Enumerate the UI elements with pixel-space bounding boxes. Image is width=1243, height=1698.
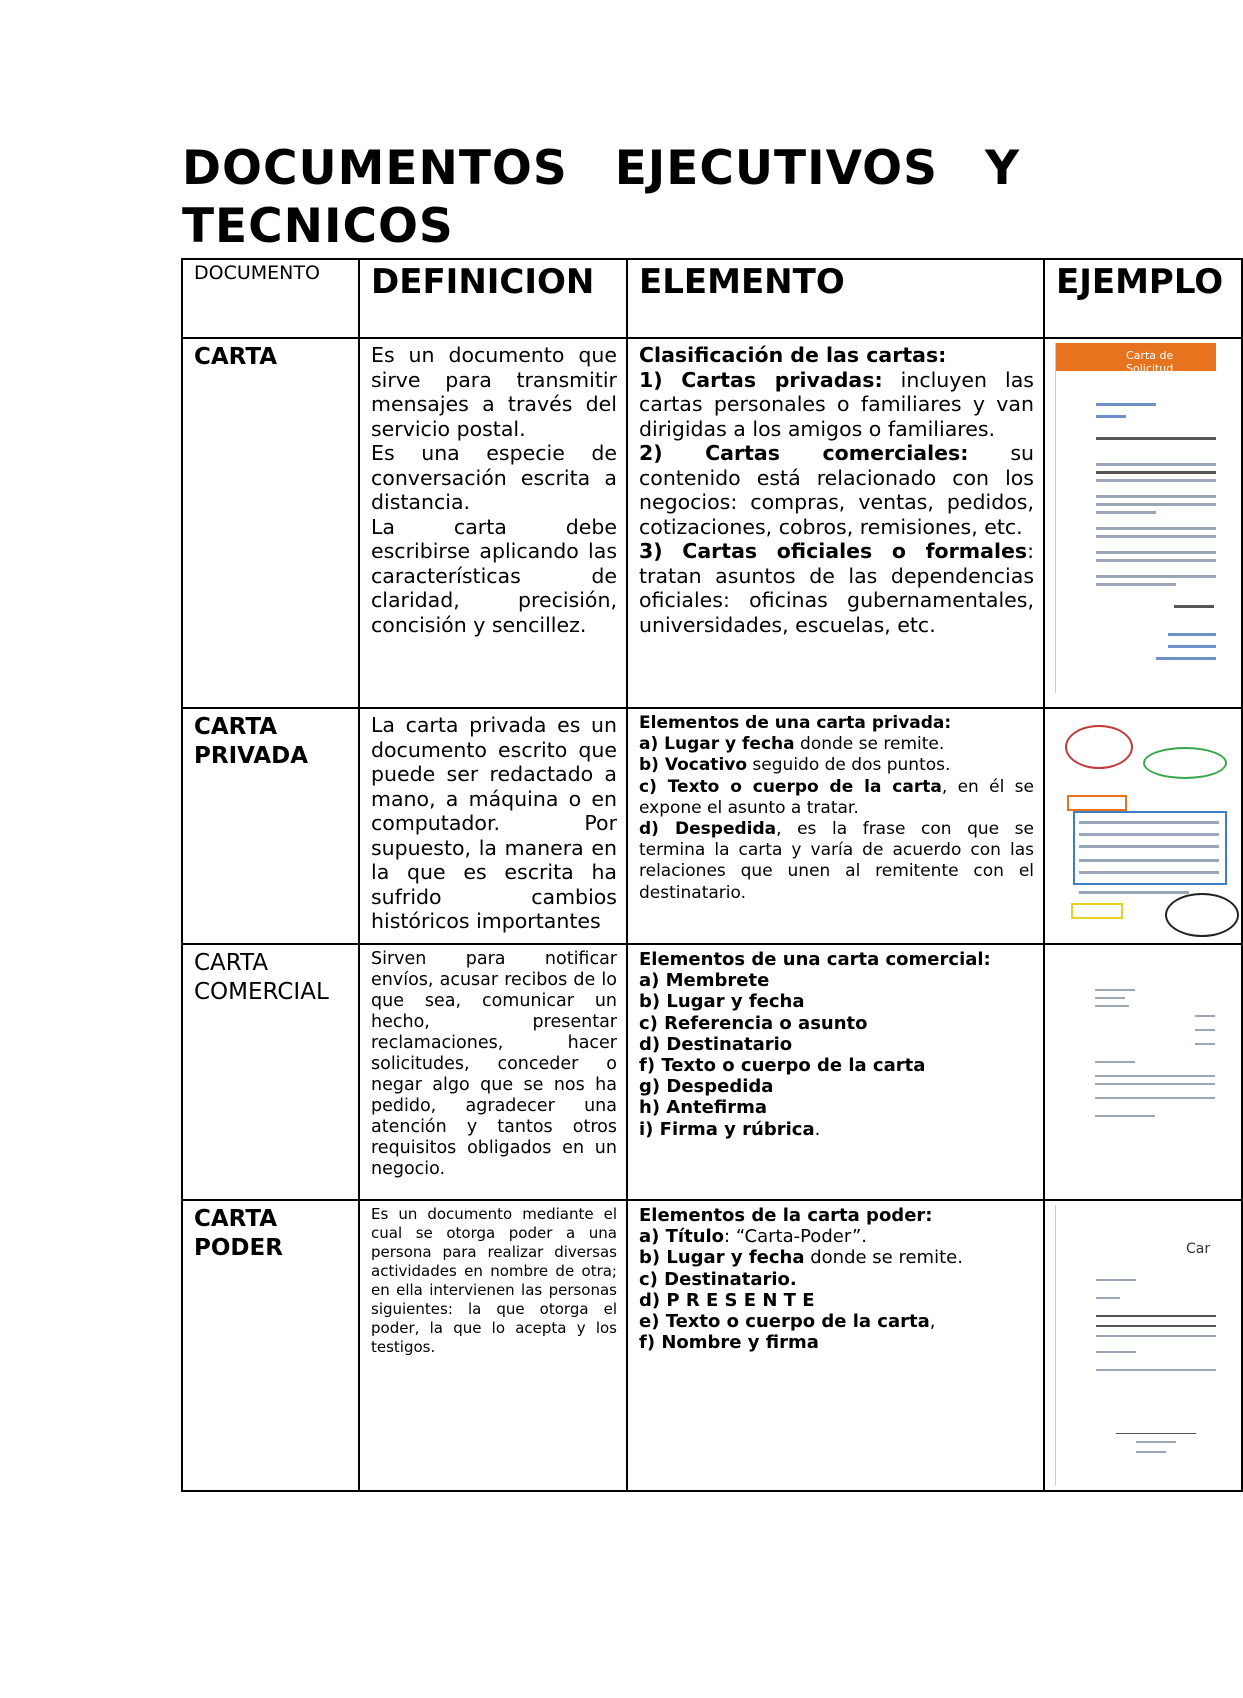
definition-paragraph: Sirven para notificar envíos, acusar recibos de lo que sea, comunicar un hecho, presentar reclamaciones, hacer solicitudes, conceder o negar algo que se nos ha pedido, agradecer una atención y tantos otros requisitos obligados en un negocio. [371, 949, 617, 1179]
element-item: c) Referencia o asunto [639, 1012, 868, 1034]
element-item: d) P R E S E N T E [639, 1289, 815, 1311]
element-item: b) Vocativo seguido de dos puntos. [639, 755, 951, 776]
element-item: 2) Cartas comerciales: su contenido está relacionado con los negocios: compras, ventas, pedidos, cotizaciones, cobros, remisiones, etc. [639, 441, 1034, 539]
row-elements [627, 338, 1044, 708]
elements-heading: Clasificación de las cartas: [639, 343, 947, 367]
element-item: b) Lugar y fecha [639, 991, 805, 1013]
row-example [1044, 708, 1242, 944]
element-item: a) Lugar y fecha donde se remite. [639, 734, 945, 755]
row-document-name: CARTA [182, 338, 359, 708]
table-row [182, 1200, 1242, 1491]
header-ejemplo: EJEMPLO [1044, 259, 1242, 338]
row-definition [359, 338, 627, 708]
documents-table [181, 258, 1243, 1492]
element-item: d) Despedida, es la frase con que se termina la carta y varía de acuerdo con las relaciones que unen al remitente con el destinatario. [639, 819, 1034, 903]
row-document-name: CARTA PODER [182, 1200, 359, 1491]
row-example [1044, 944, 1242, 1200]
element-item: a) Título: “Carta-Poder”. [639, 1226, 868, 1248]
row-definition [359, 1200, 627, 1491]
title-word: DOCUMENTOS [182, 141, 568, 196]
row-definition [359, 944, 627, 1200]
element-item: i) Firma y rúbrica. [639, 1118, 821, 1140]
row-document-name: CARTA COMERCIAL [182, 944, 359, 1200]
definition-paragraph: Es un documento mediante el cual se otorga poder a una persona para realizar diversas actividades en nombre de otra; en ella intervienen las personas siguientes: la que otorga el poder, la que lo acepta y los testigos. [371, 1205, 617, 1356]
table-row [182, 338, 1242, 708]
example-letter-image [1055, 343, 1216, 693]
element-item: 3) Cartas oficiales o formales: tratan asuntos de las dependencias oficiales: oficinas gubernamentales, universidades, escuelas, etc. [639, 539, 1034, 637]
page-title [182, 140, 1020, 256]
element-item: b) Lugar y fecha donde se remite. [639, 1247, 963, 1269]
example-letter-image [1055, 949, 1215, 1195]
element-item: 1) Cartas privadas: incluyen las cartas personales o familiares y van dirigidas a los amigos o familiares. [639, 367, 1034, 441]
element-item: a) Membrete [639, 970, 770, 992]
example-letter-image [1055, 713, 1215, 939]
element-item: e) Texto o cuerpo de la carta, [639, 1311, 936, 1333]
example-letter-title: Carta de Solicitud [1056, 343, 1216, 371]
element-item: c) Texto o cuerpo de la carta, en él se expone el asunto a tratar. [639, 776, 1034, 818]
elements-heading: Elementos de una carta comercial: [639, 949, 991, 970]
elements-heading: Elementos de la carta poder: [639, 1205, 933, 1226]
table-row [182, 708, 1242, 944]
row-example [1044, 338, 1242, 708]
header-documento: DOCUMENTO [182, 259, 359, 338]
title-word: Y [984, 141, 1020, 196]
header-definicion: DEFINICION [359, 259, 627, 338]
header-elemento: ELEMENTO [627, 259, 1044, 338]
title-word: EJECUTIVOS [614, 141, 938, 196]
title-word: TECNICOS [182, 199, 454, 254]
element-item: g) Despedida [639, 1076, 774, 1098]
row-document-name: CARTA PRIVADA [182, 708, 359, 944]
table-header-row [182, 259, 1242, 338]
element-item: c) Destinatario. [639, 1268, 797, 1290]
row-elements [627, 708, 1044, 944]
example-letter-image [1055, 1205, 1216, 1486]
element-item: h) Antefirma [639, 1097, 767, 1119]
row-example [1044, 1200, 1242, 1491]
definition-paragraph: Es una especie de conversación escrita a distancia. [371, 441, 617, 514]
example-letter-title: Car [1186, 1241, 1211, 1257]
element-item: f) Nombre y firma [639, 1332, 819, 1354]
row-elements [627, 944, 1044, 1200]
table-row [182, 944, 1242, 1200]
definition-paragraph: Es un documento que sirve para transmitir mensajes a través del servicio postal. [371, 343, 617, 441]
row-elements [627, 1200, 1044, 1491]
definition-paragraph: La carta privada es un documento escrito que puede ser redactado a mano, a máquina o en computador. Por supuesto, la manera en la que es escrita ha sufrido cambios históricos importantes [371, 713, 617, 933]
element-item: f) Texto o cuerpo de la carta [639, 1055, 926, 1077]
definition-paragraph: La carta debe escribirse aplicando las características de claridad, precisión, concisión y sencillez. [371, 514, 617, 637]
element-item: d) Destinatario [639, 1033, 793, 1055]
elements-heading: Elementos de una carta privada: [639, 713, 952, 733]
row-definition [359, 708, 627, 944]
